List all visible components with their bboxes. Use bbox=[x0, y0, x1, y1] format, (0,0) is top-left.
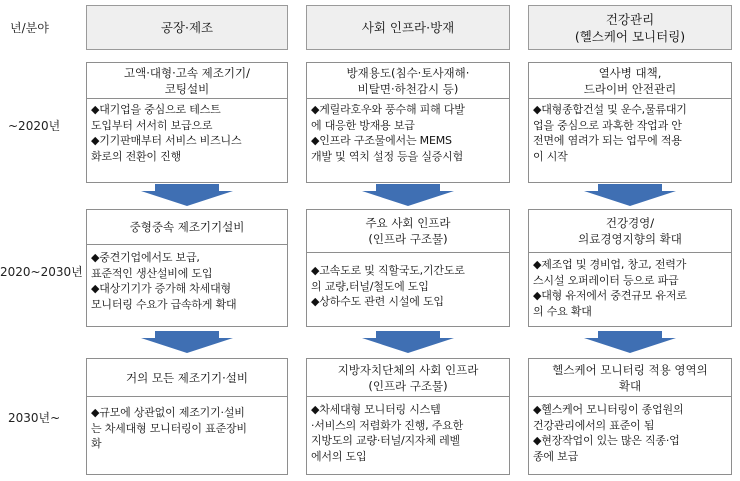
card-manufacturing-2030 bbox=[86, 358, 288, 475]
card-body-line: 는 차세대형 모니터링이 표준장비 bbox=[91, 421, 247, 435]
card-manufacturing-2020 bbox=[86, 62, 288, 183]
card-title bbox=[307, 359, 509, 397]
card-title-line: 헬스케어 모니터링 적용 영역의 bbox=[552, 362, 708, 377]
card-healthcare-2030 bbox=[528, 358, 732, 475]
card-body-line: ◆대기업을 중심으로 테스트 bbox=[91, 103, 221, 116]
card-infrastructure-2030 bbox=[306, 358, 510, 475]
card-body-line: 표준적인 생산설비에 도입 bbox=[91, 266, 213, 280]
card-body bbox=[87, 99, 287, 164]
card-title bbox=[529, 63, 731, 99]
card-body-line: 전면에 염려가 되는 업무에 적용 bbox=[533, 134, 682, 147]
row-label-2020-2030: 2020~2030년 bbox=[0, 265, 83, 279]
card-title bbox=[87, 63, 287, 99]
card-body-line: ◆현장작업이 있는 많은 직종·업 bbox=[533, 434, 680, 447]
card-body-line: ◆기기판매부터 서비스 비즈니스 bbox=[91, 134, 242, 147]
row-label-2030: 2030년~ bbox=[8, 411, 61, 425]
card-body-line: ·서비스의 저렴화가 진행, 주요한 bbox=[311, 418, 464, 432]
card-body-line: 의 교량,터널/철도에 도입 bbox=[311, 279, 429, 293]
down-arrow-icon bbox=[141, 331, 233, 353]
card-body bbox=[529, 253, 731, 319]
card-body-line: 에서의 도입 bbox=[311, 449, 367, 463]
card-body-line: ◆규모에 상관없이 제조기기·설비 bbox=[91, 406, 245, 419]
card-healthcare-2020-2030 bbox=[528, 209, 732, 327]
card-title-line: 중형중속 제조기기설비 bbox=[129, 220, 245, 234]
card-body-line: 의 수요 확대 bbox=[533, 304, 592, 318]
card-body bbox=[87, 397, 287, 452]
column-header-line: 공장·제조 bbox=[160, 20, 214, 35]
column-header-line: 사회 인프라·방재 bbox=[361, 20, 455, 35]
card-body-line: ◆대형 유저에서 중견규모 유저로 bbox=[533, 289, 687, 302]
axis-label: 년/분야 bbox=[10, 21, 49, 35]
card-manufacturing-2020-2030 bbox=[86, 209, 288, 327]
card-title-line: 확대 bbox=[618, 378, 642, 393]
card-title-line: 코팅설비 bbox=[164, 81, 210, 96]
card-title-line: 주요 사회 인프라 bbox=[365, 216, 451, 230]
card-body-line: 도입부터 서서히 보급으로 bbox=[91, 118, 213, 132]
down-arrow-icon bbox=[362, 331, 454, 353]
card-body-line: ◆인프라 구조물에서는 MEMS bbox=[311, 134, 452, 147]
card-body bbox=[307, 397, 509, 464]
column-header-manufacturing bbox=[86, 5, 288, 50]
card-infrastructure-2020-2030 bbox=[306, 209, 510, 327]
down-arrow-icon bbox=[584, 184, 676, 206]
down-arrow-icon bbox=[362, 184, 454, 206]
card-body bbox=[87, 245, 287, 312]
card-title-line: (인프라 구조물) bbox=[368, 378, 448, 393]
column-header-infrastructure bbox=[306, 5, 510, 50]
card-title-line: (인프라 구조물) bbox=[368, 232, 448, 246]
card-title-line: 지방자치단체의 사회 인프라 bbox=[337, 362, 479, 377]
column-header-line: 건강관리 bbox=[605, 11, 655, 27]
card-title-line: 열사병 대책, bbox=[598, 65, 662, 80]
card-title bbox=[529, 359, 731, 397]
card-body-line: ◆헬스케어 모니터링이 종업원의 bbox=[533, 403, 684, 416]
card-title-line: 비탈면·하천감시 등) bbox=[357, 81, 459, 96]
card-body-line: ◆대형종합건설 및 운수,물류대기 bbox=[533, 103, 687, 116]
card-body-line: ◆상하수도 관련 시설에 도입 bbox=[311, 295, 444, 308]
card-body-line: 모니터링 수요가 급속하게 확대 bbox=[91, 297, 237, 311]
row-label-2020: ~2020년 bbox=[8, 119, 61, 133]
card-title bbox=[87, 359, 287, 397]
card-title-line: 방재용도(침수·토사재해· bbox=[346, 65, 470, 80]
card-body-line: ◆대상기기가 증가해 차세대형 bbox=[91, 282, 231, 295]
column-header-line: (헬스케어 모니터링) bbox=[574, 28, 686, 44]
down-arrow-icon bbox=[141, 184, 233, 206]
down-arrow-icon bbox=[584, 331, 676, 353]
card-body-line: 개발 및 역치 설정 등을 실증시험 bbox=[311, 149, 464, 163]
column-header-healthcare bbox=[528, 5, 732, 50]
card-body-line: ◆고속도로 및 직할국도,기간도로 bbox=[311, 264, 465, 277]
card-body-line: ◆게릴라호우와 풍수해 피해 다발 bbox=[311, 103, 465, 116]
card-body bbox=[307, 253, 509, 310]
card-infrastructure-2020 bbox=[306, 62, 510, 183]
card-title-line: 드라이버 안전관리 bbox=[583, 81, 677, 96]
card-title bbox=[307, 63, 509, 99]
card-body-line: 지방도의 교량·터널/지자체 레벨 bbox=[311, 434, 460, 447]
card-healthcare-2020 bbox=[528, 62, 732, 183]
card-body-line: ◆차세대형 모니터링 시스템 bbox=[311, 403, 441, 416]
card-title-line: 건강경영/ bbox=[605, 216, 655, 230]
card-body bbox=[529, 99, 731, 164]
card-title-line: 거의 모든 제조기기·설비 bbox=[125, 370, 249, 385]
card-body-line: 스시설 오퍼레이터 등으로 파급 bbox=[533, 273, 679, 287]
card-title bbox=[87, 210, 287, 245]
card-body-line: 건강관리에서의 표준이 됨 bbox=[533, 418, 655, 432]
card-title-line: 의료경영지향의 확대 bbox=[578, 232, 682, 246]
card-body-line: ◆제조업 및 경비업, 창고, 전력가 bbox=[533, 258, 687, 271]
card-body-line: ◆중견기업에서도 보급, bbox=[91, 251, 200, 264]
card-body-line: 에 대응한 방재용 보급 bbox=[311, 118, 415, 132]
card-title bbox=[529, 210, 731, 253]
card-body-line: 화로의 전환이 진행 bbox=[91, 149, 182, 163]
card-body-line: 종에 보급 bbox=[533, 449, 579, 463]
card-body-line: 화 bbox=[91, 437, 102, 450]
card-title bbox=[307, 210, 509, 253]
card-title-line: 고액·대형·고속 제조기기/ bbox=[124, 65, 250, 80]
card-body bbox=[307, 99, 509, 164]
card-body-line: 이 시작 bbox=[533, 149, 568, 163]
card-body bbox=[529, 397, 731, 464]
card-body-line: 업을 중심으로 과혹한 작업과 안 bbox=[533, 118, 682, 132]
